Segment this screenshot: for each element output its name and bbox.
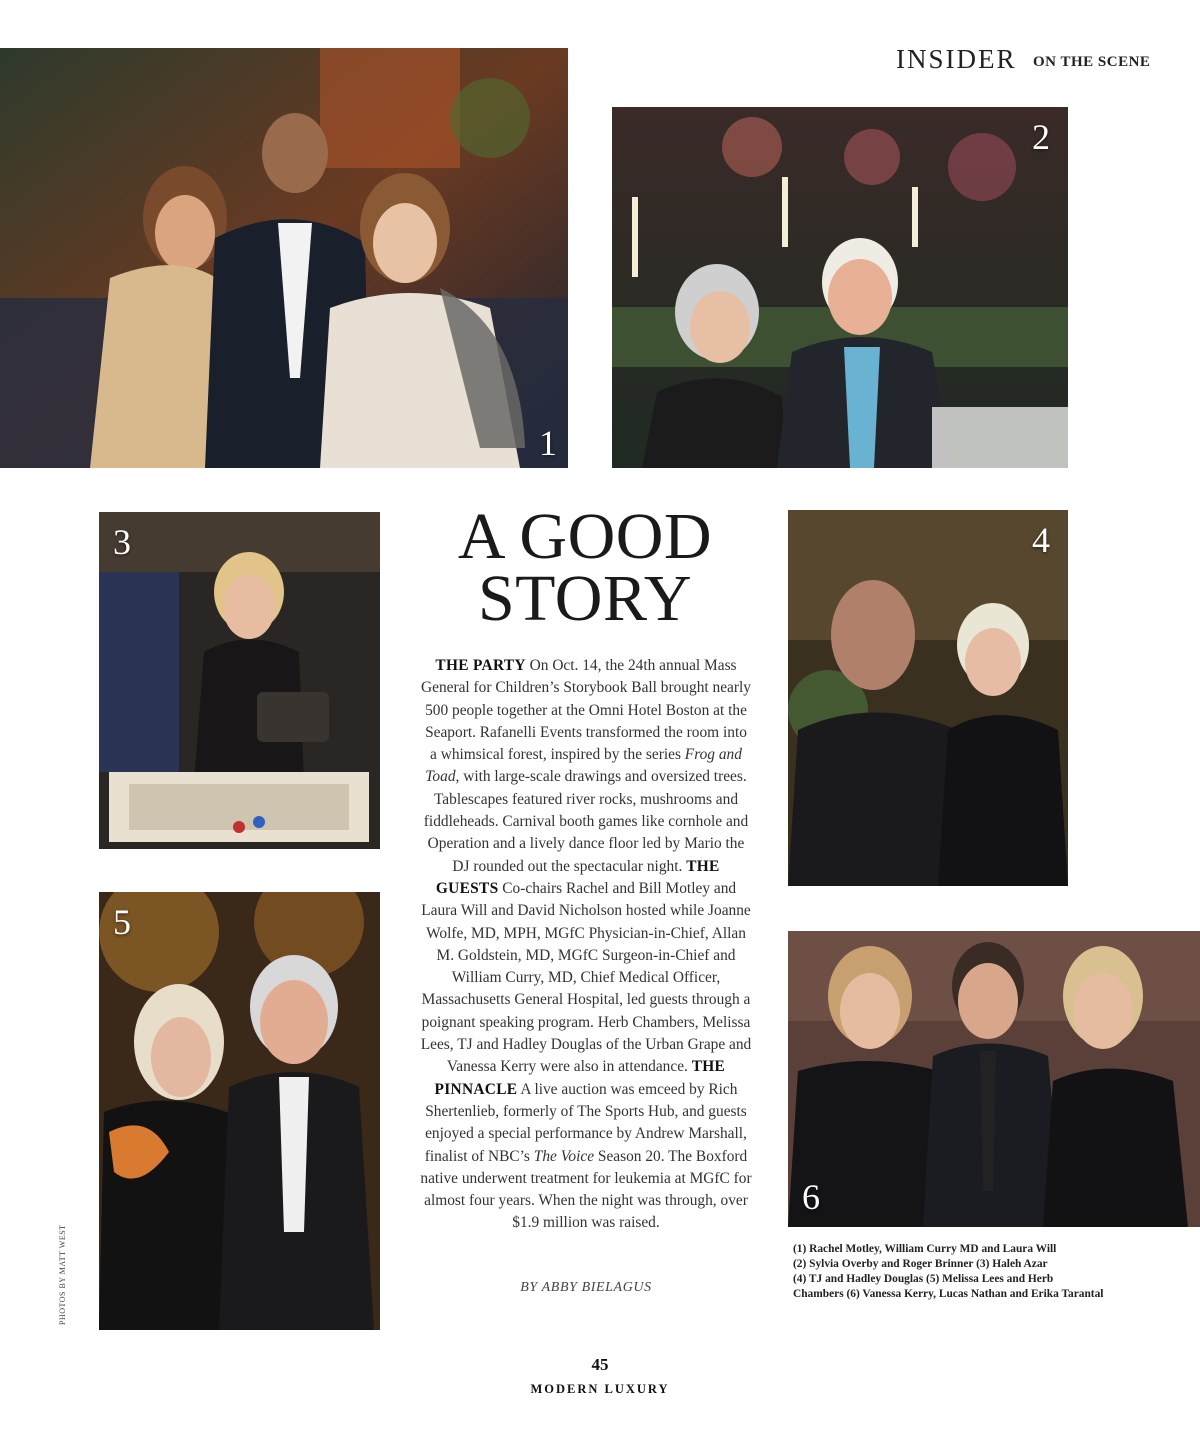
article-headline — [420, 500, 750, 635]
photo-2 — [612, 107, 1068, 468]
party-text-2: , with large-scale drawings and oversized trees. Tablescapes featured river rocks, mushrooms and fiddleheads. Carnival booth games like cornhole and Operation and a lively dance floor led by Mario the DJ rounded out the spectacular night. — [423, 768, 749, 875]
photo-number-2: 2 — [1032, 117, 1050, 157]
photo-5 — [99, 892, 380, 1330]
pinnacle-italic: The Voice — [533, 1147, 595, 1165]
caption-line-4: Chambers (6) Vanessa Kerry, Lucas Nathan and Erika Tarantal — [793, 1288, 1104, 1300]
lead-the-pinnacle: THE PINNACLE — [434, 1058, 726, 1098]
guests-text: Co-chairs Rachel and Bill Motley and Laura Will and David Nicholson hosted while Joanne Wolfe, MD, MPH, MGfC Physician-in-Chief, Allan M. Goldstein, MD, MGfC Surgeon-in-Chief and William Curry, MD, Chief Medical Officer, Massachusetts General Hospital, led guests through a poignant speaking program. Herb Chambers, Melissa Lees, TJ and Hadley Douglas of the Urban Grape and Vanessa Kerry were also in attendance. — [420, 879, 752, 1076]
photo-number-1: 1 — [539, 423, 557, 463]
article-body — [420, 655, 752, 1235]
photo-number-6: 6 — [802, 1177, 820, 1217]
pinnacle-text-1: A live auction was emceed by Rich Shertenlieb, formerly of The Sports Hub, and guests enjoyed a special performance by Andrew Marshall, finalist of NBC’s — [424, 1080, 747, 1165]
photo-6 — [788, 931, 1200, 1227]
headline-line-2: STORY — [477, 562, 693, 635]
lead-the-guests: THE GUESTS — [435, 857, 720, 897]
headline-line-1: A GOOD — [457, 500, 713, 573]
photo-credit: PHOTOS BY MATT WEST — [58, 1224, 67, 1325]
photo-1 — [0, 48, 568, 468]
photo-4 — [788, 510, 1068, 886]
photo-number-3: 3 — [113, 522, 131, 562]
party-italic: Frog and Toad — [425, 746, 742, 786]
magazine-brand: MODERN LUXURY — [530, 1382, 670, 1396]
photo-captions — [793, 1242, 1153, 1302]
photo-number-4: 4 — [1032, 520, 1050, 560]
pinnacle-text-2: Season 20. The Boxford native underwent treatment for leukemia at MGfC for almost four years. When the night was through, over $1.9 million was raised. — [420, 1147, 752, 1232]
page-number: 45 — [591, 1355, 609, 1374]
section-subtitle: ON THE SCENE — [1033, 54, 1151, 70]
caption-line-2: (2) Sylvia Overby and Roger Brinner (3) Haleh Azar — [793, 1258, 1048, 1270]
caption-line-1: (1) Rachel Motley, William Curry MD and Laura Will — [793, 1243, 1057, 1255]
section-title: INSIDER — [896, 44, 1017, 74]
photo-3 — [99, 512, 380, 849]
caption-line-3: (4) TJ and Hadley Douglas (5) Melissa Lees and Herb — [793, 1273, 1054, 1285]
byline: BY ABBY BIELAGUS — [520, 1280, 652, 1295]
party-text-1: On Oct. 14, the 24th annual Mass General for Children’s Storybook Ball brought nearly 500 people together at the Omni Hotel Boston at the Seaport. Rafanelli Events transformed the room into a whimsical forest, inspired by the series — [421, 657, 751, 764]
lead-the-party: THE PARTY — [435, 657, 526, 674]
photo-number-5: 5 — [113, 902, 131, 942]
